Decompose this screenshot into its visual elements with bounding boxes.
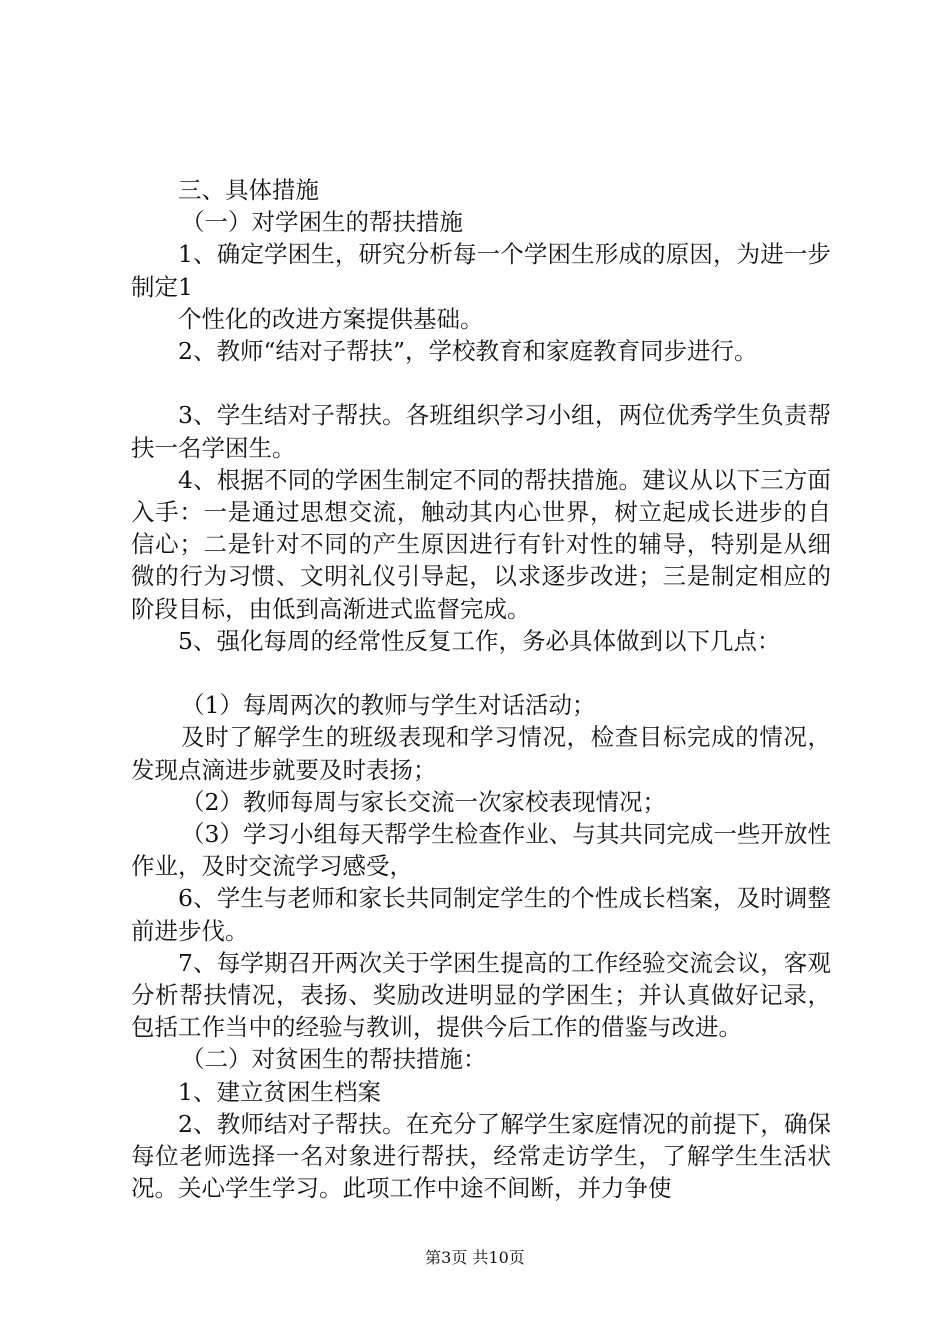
subsection-heading: （一）对学困生的帮扶措施 xyxy=(181,208,463,237)
paragraph: 及时了解学生的班级表现和学习情况，检查目标完成的情况，发现点滴进步就要及时表扬； xyxy=(131,723,831,784)
document-body xyxy=(131,174,831,1204)
paragraph: 1、建立贫困生档案 xyxy=(178,1077,381,1106)
paragraph: 6、学生与老师和家长共同制定学生的个性成长档案，及时调整前进步伐。 xyxy=(131,884,831,945)
page-number-label: 第3页 共10页 xyxy=(425,1248,525,1267)
list-item: （1）每周两次的教师与学生对话活动； xyxy=(181,691,596,720)
page-footer xyxy=(0,1245,950,1268)
paragraph: 2、教师结对子帮扶。在充分了解学生家庭情况的前提下，确保每位老师选择一名对象进行帮扶，经常走访学生，了解学生生活状况。关心学生学习。此项工作中途不间断，并力争使 xyxy=(131,1109,831,1203)
paragraph: 2、教师“结对子帮扶”，学校教育和家庭教育同步进行。 xyxy=(178,337,758,366)
paragraph: 4、根据不同的学困生制定不同的帮扶措施。建议从以下三方面入手：一是通过思想交流，触动其内心世界，树立起成长进步的自信心；二是针对不同的产生原因进行有针对性的辅导，特别是从细微的行为习惯、文明礼仪引导起，以求逐步改进；三是制定相应的阶段目标，由低到高渐进式监督完成。 xyxy=(131,465,831,623)
blank-line xyxy=(131,367,831,399)
list-item: （3）学习小组每天帮学生检查作业、与其共同完成一些开放性作业，及时交流学习感受， xyxy=(131,820,831,881)
paragraph: 3、学生结对子帮扶。各班组织学习小组，两位优秀学生负责帮扶一名学困生。 xyxy=(131,401,831,462)
list-item: （2）教师每周与家长交流一次家校表现情况； xyxy=(181,787,666,816)
paragraph: 5、强化每周的经常性反复工作，务必具体做到以下几点： xyxy=(178,626,781,655)
section-heading: 三、具体措施 xyxy=(178,176,319,204)
subsection-heading: （二）对贫困生的帮扶措施： xyxy=(181,1045,487,1074)
paragraph: 7、每学期召开两次关于学困生提高的工作经验交流会议，客观分析帮扶情况，表扬、奖励改进明显的学困生；并认真做好记录，包括工作当中的经验与教训，提供今后工作的借鉴与改进。 xyxy=(131,948,831,1042)
paragraph: 个性化的改进方案提供基础。 xyxy=(178,304,484,333)
paragraph: 1、确定学困生，研究分析每一个学困生形成的原因，为进一步制定1 xyxy=(131,240,831,301)
blank-line xyxy=(131,657,831,689)
